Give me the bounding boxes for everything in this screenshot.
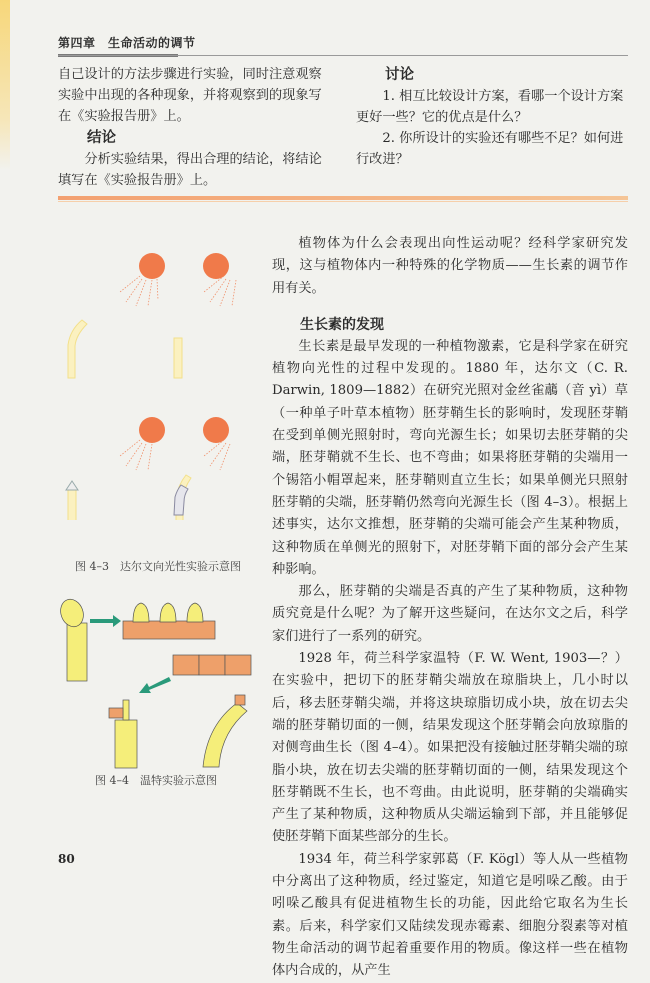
opaque-sleeve-icon [174, 485, 188, 515]
darwin-paragraph: 生长素是最早发现的一种植物激素，它是科学家在研究植物向光性的过程中发现的。1880 年，达尔文（C. R. Darwin, 1809—1882）在研究光照对金丝雀虉（音 yì）草（一种单子叶草本植物）胚芽鞘生长的影响时，发现胚芽鞘在受到单侧光照射时，弯向光源生长；如果切去胚芽鞘的尖端，胚芽鞘就不生长、也不弯曲；如果将胚芽鞘的尖端用一个锡箔小帽罩起来，胚芽鞘则直立生长；如果单侧光只照射胚芽鞘的尖端，胚芽鞘仍然弯向光源生长（图 4–3）。根据上述事实，达尔文推想，胚芽鞘的尖端可能会产生某种物质，这种物质在单侧光的照射下，对胚芽鞘下面的部分会产生某种影响。 [272, 338, 628, 577]
top-left-column [58, 64, 328, 191]
sun-icon [120, 417, 165, 470]
arrow-down-left-icon [139, 677, 171, 693]
top-right-column [356, 64, 628, 170]
header-rule [58, 55, 628, 56]
sun-icon [203, 417, 230, 470]
auxin-discovery-heading: 生长素的发现 [300, 316, 384, 333]
conclusion-heading: 结论 [87, 130, 116, 146]
intro-paragraph: 植物体为什么会表现出向性运动呢？经科学家研究发现，这与植物体内一种特殊的化学物质——生长素的调节作用有关。 [272, 236, 628, 296]
agar-cut-blocks [173, 655, 251, 675]
kogl-paragraph: 1934 年，荷兰科学家郭葛（F. Kögl）等人从一些植物中分离出了这种物质，经过鉴定，知道它是吲哚乙酸。由于吲哚乙酸具有促进植物生长的功能，因此给它取名为生长素。后来，科学家们又陆续发现赤霉素、细胞分裂素等对植物生命活动的调节起着重要作用的物质。像这样一些在植物体内合成的，从产生 [272, 851, 628, 979]
figure-4-4-caption: 图 4–4 温特实验示意图 [95, 774, 217, 787]
coleoptile-stub [123, 700, 129, 720]
coleoptile-cut [174, 338, 182, 378]
discussion-q1: 1. 相互比较设计方案，看哪一个设计方案更好一些？它的优点是什么？ [356, 89, 624, 125]
question-paragraph: 那么，胚芽鞘的尖端是否真的产生了某种物质，这种物质究竟是什么呢？为了解开这些疑问，在达尔文之后，科学家们进行了一系列的研究。 [272, 584, 628, 644]
tin-foil-cap-icon [66, 481, 78, 490]
arrow-right-icon [90, 615, 121, 627]
sun-icon [120, 253, 165, 306]
discussion-q2: 2. 你所设计的实验还有哪些不足？如何进行改进？ [356, 131, 624, 167]
coleoptile-tips-on-agar [133, 603, 203, 622]
figure-4-3-caption: 图 4–3 达尔文向光性实验示意图 [75, 560, 241, 573]
chapter-header: 第四章 生命活动的调节 [58, 36, 196, 50]
section-divider-thin [58, 201, 628, 202]
coleoptile-capped [68, 488, 76, 520]
cut-coleoptile [115, 720, 137, 768]
figure-4-3-darwin-diagram [60, 240, 240, 520]
went-paragraph: 1928 年，荷兰科学家温特（F. W. Went, 1903—？）在实验中，把切下的胚芽鞘尖端放在琼脂块上，几小时以后，移去胚芽鞘尖端，并将这块琼脂切成小块，放在切去尖端的胚芽鞘切面的一侧，结果发现这个胚芽鞘会向放琼脂的对侧弯曲生长（图 4–4）。如果把没有接触过胚芽鞘尖端的琼脂小块，放在切去尖端的胚芽鞘切面的一侧，结果发现这个胚芽鞘既不生长，也不弯曲。由此说明，胚芽鞘的尖端确实产生了某种物质，这种物质从尖端运输到下部，并且能够促使胚芽鞘下面某些部分的生长。 [272, 651, 628, 845]
section-divider [58, 196, 628, 200]
experiment-text: 自己设计的方法步骤进行实验，同时注意观察实验中出现的各种现象，并将观察到的现象写在《实验报告册》上。 [58, 67, 322, 124]
coleoptile-stem [67, 623, 87, 681]
discussion-heading: 讨论 [385, 67, 414, 83]
page-edge-tab [0, 0, 10, 170]
curved-coleoptile [203, 703, 247, 767]
conclusion-text: 分析实验结果，得出合理的结论，将结论填写在《实验报告册》上。 [58, 152, 322, 188]
main-text [272, 233, 628, 983]
figure-4-4-went-diagram [55, 595, 255, 770]
page-number: 80 [58, 852, 75, 866]
agar-piece [235, 695, 245, 705]
coleoptile-bent [68, 320, 87, 378]
sun-icon [203, 253, 240, 306]
agar-block [123, 621, 215, 639]
agar-piece [109, 708, 123, 718]
